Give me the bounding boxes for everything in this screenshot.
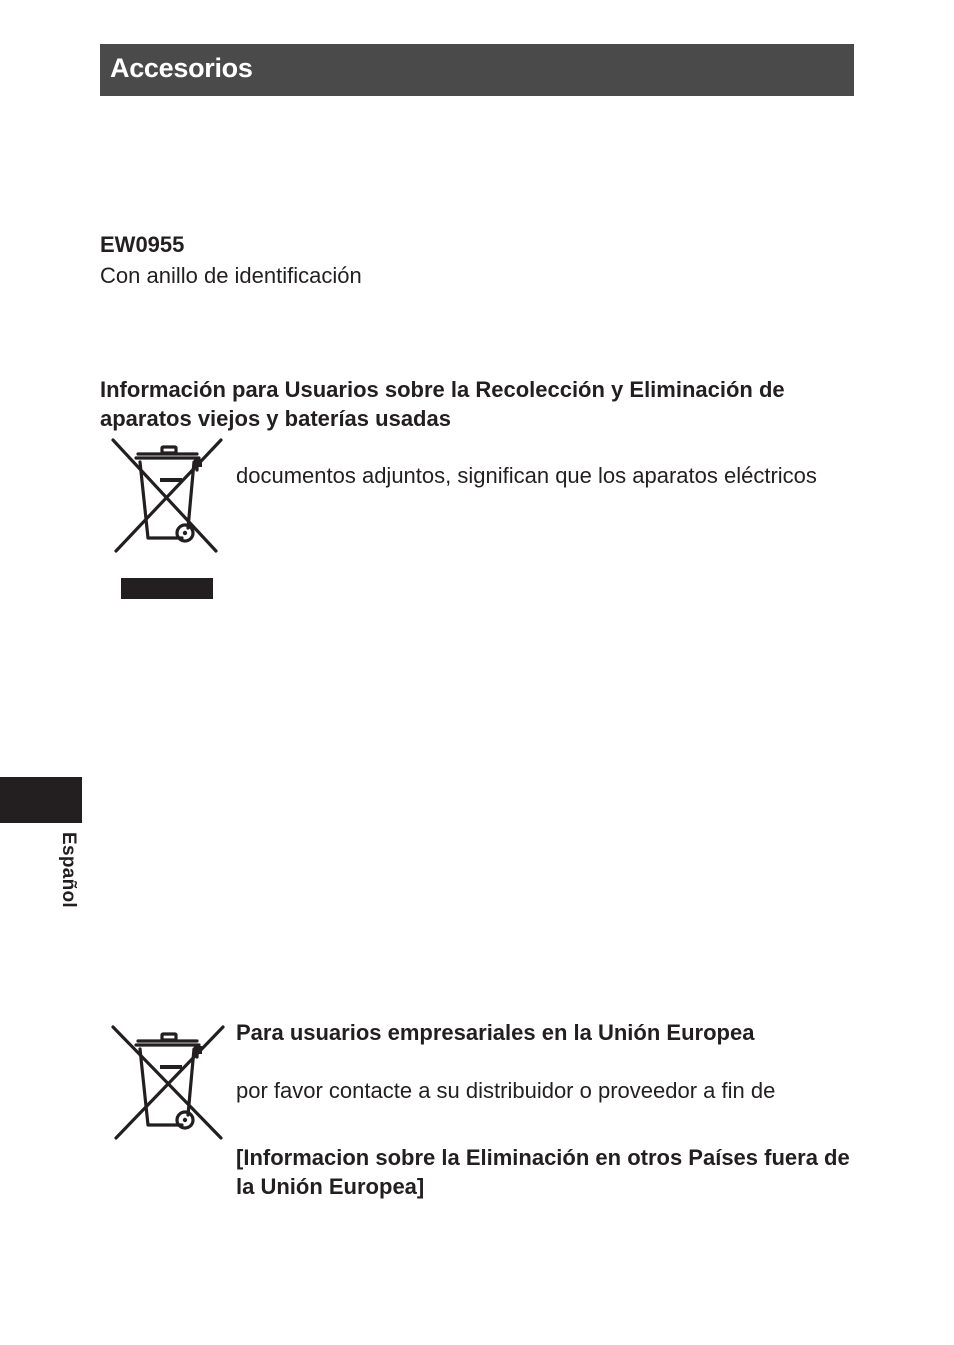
language-label: Español [58,832,79,909]
accessory-description: Con anillo de identificación [100,263,362,288]
crossed-out-wheelie-bin-icon [108,1022,226,1144]
accessory-model: EW0955 [100,232,185,257]
language-tab [0,777,82,823]
disposal-symbol-text: documentos adjuntos, significan que los aparatos eléctricos [236,463,817,488]
page-title: Accesorios [110,53,253,83]
business-users-heading: Para usuarios empresariales en la Unión Europea [236,1020,755,1045]
section-header [100,44,854,96]
crossed-out-wheelie-bin-icon [108,435,226,557]
other-countries-heading: [Informacion sobre la Eliminación en otros Países fuera de la Unión Europea] [236,1145,850,1199]
battery-symbol-bar [121,578,213,599]
business-users-text: por favor contacte a su distribuidor o proveedor a fin de [236,1078,776,1103]
disposal-heading: Información para Usuarios sobre la Recolección y Eliminación de aparatos viejos y baterías usadas [100,377,785,431]
